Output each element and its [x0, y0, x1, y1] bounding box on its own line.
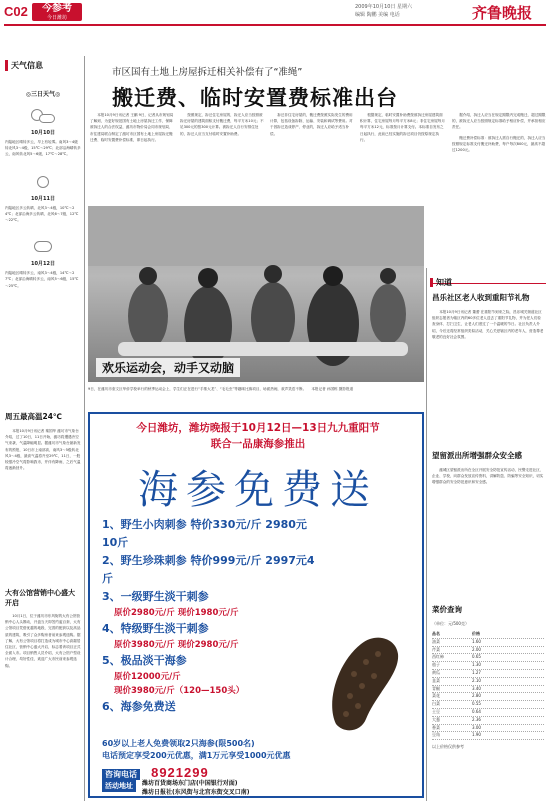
page-number: C02: [4, 4, 28, 19]
week-weather-section: [5, 412, 81, 577]
price-item-value: 1.60: [472, 638, 481, 644]
right-top-columns: [452, 112, 546, 262]
photo-desc-text: 9日，在潍坊市奎文区华侨学校举行的秋季运动会上，学生们正在进行“手推大龙”、“毛毛虫”等趣味比赛项目，场面热闹，欢声笑语不断。: [88, 387, 307, 391]
week-weather-text: 本报10月9日讯记者 秦国华 潍坊市气象台介绍，过了10日，11日开始，潍坊将遭遇冷空气来袭，气温降幅明显。据潍坊市气象台最新发布的预报，10日市上南部高，南风3～5级转北风3～4级，最高气温将升至29℃，11日，一股较强冷空气将影响我市，并伴有降雨，之后气温将逐渐回升。: [5, 429, 81, 471]
left-article: [5, 588, 81, 800]
ad-phone-number: 8921299: [151, 765, 209, 780]
ad-addr-label: 活动地址: [102, 780, 136, 792]
price-row: [432, 701, 544, 709]
price-section: [432, 604, 544, 800]
price-header-row: [432, 631, 544, 639]
price-item-value: 2.10: [472, 677, 481, 683]
price-item-name: 白菜: [432, 701, 440, 707]
photo-credit: 本报记者 孙国栋 摄影报道: [311, 387, 354, 391]
ad-addr-2: 潍坊日报社(东风街与北宫东街交叉口南): [142, 789, 250, 796]
ad-phone-label: 咨询电话: [102, 769, 140, 780]
photo-caption-title: 欢乐运动会，动手又动脑: [96, 358, 240, 377]
right-column-divider: [426, 268, 427, 801]
price-item-name: 茄子: [432, 662, 440, 668]
price-row: [432, 717, 544, 725]
weather-date: 10月10日: [31, 130, 55, 136]
price-row: [432, 686, 544, 694]
ad-address: [102, 778, 418, 796]
price-item-name: 香菜: [432, 724, 440, 730]
sun-icon: [29, 172, 57, 192]
article-column-2: 按照规定，拆迁住宅房屋的，拆迁人应当按照被拆迁房屋的建筑面积支付搬迁费，每平方米10元；不足300元的按300元计算。被拆迁人自行安排住处的，拆迁人应当支付临时安置补助费。: [180, 113, 264, 136]
page-header: [0, 0, 550, 24]
price-item-name: 西红柿: [432, 654, 444, 660]
price-item-value: 2.80: [472, 693, 481, 699]
ad-line-1: 今日潍坊，潍坊晚报于10月12日—13日九九重阳节: [136, 422, 380, 434]
ad-item: 原价3980元/斤 现价2980元/斤: [114, 640, 239, 650]
price-item-name: 油菜: [432, 638, 440, 644]
editor-line: 编辑 陶鹏 美编 电话: [355, 12, 400, 18]
cloud-icon: [29, 237, 57, 257]
article-column-4: 根据规定，临时安置补助费按被拆迁房屋建筑面积计算，住宅房屋每月每平方米8元；非住宅房屋每月每平方米12元，标准按月计算支付。本标准自发布之日起执行，此前已经实施的拆迁项目仍按原规定执行。: [360, 113, 445, 142]
ad-item: 5、极品淡干海参: [102, 654, 187, 667]
price-item-name: 品名: [432, 631, 440, 636]
right-article-2: [432, 450, 544, 570]
issue-date: 2009年10月10日 星期六: [355, 4, 413, 10]
price-item-name: 青椒: [432, 685, 440, 691]
ad-item: 3、一级野生淡干刺参: [102, 590, 209, 603]
photo-scene: [88, 206, 424, 382]
right-top-col-2: 搬迁费补偿标准：被拆迁人需自行搬迁的，拆迁人应当按照规定标准支付搬迁补助费，每户每次800元，最高不超过1200元。: [452, 135, 546, 153]
weather-day-1: [5, 106, 81, 158]
ad-big-title: 海参免费送: [138, 467, 378, 513]
section-tag: [32, 3, 82, 21]
price-row: [432, 709, 544, 717]
price-item-value: 0.64: [472, 708, 481, 714]
right-box-title: [430, 270, 546, 287]
weather-text: 内陆地区多云转晴，北风3～4级，10℃～24℃；北部沿海多云转晴，北风6～7级，12℃～22℃。: [5, 205, 79, 223]
weather-subtitle: ◎三日天气◎: [25, 91, 61, 98]
event-photo: [88, 206, 424, 382]
section-subname: 今日潍坊: [46, 15, 67, 21]
main-kicker: 市区国有土地上房屋拆迁相关补偿有了“准绳”: [112, 67, 303, 78]
price-row: [432, 693, 544, 701]
price-row: [432, 654, 544, 662]
price-item-value: 2.36: [472, 716, 481, 722]
ad-item: 6、海参免费送: [102, 700, 176, 713]
price-title: 菜价查询: [432, 605, 462, 614]
price-item-name: 菜花: [432, 693, 440, 699]
weather-date: 10月11日: [31, 195, 55, 202]
price-item-value: 价格: [472, 631, 480, 636]
ad-item-list: [102, 516, 322, 716]
paper-logo: 齐鲁晚报: [472, 4, 533, 22]
price-item-name: 土豆: [432, 708, 440, 714]
price-row: [432, 725, 544, 733]
right-article-1: [432, 292, 544, 442]
weather-day-2: [5, 172, 81, 224]
price-note: 以上价格仅供参考: [432, 744, 464, 750]
price-item-value: 3.40: [472, 685, 481, 691]
price-row: [432, 662, 544, 670]
ad-item: 4、特级野生淡干刺参: [102, 622, 209, 635]
left-column-divider: [84, 56, 85, 801]
right-article-1-text: 本报10月9日讯记者 董蕾 在重阳节到来之际，昌乐城关街道社区组织志愿者为辖区内的60多位老人送去了重阳节礼物，并为老人们检查身体、打扫卫生，让老人们度过了一个温暖的节日。社区负责人介绍，今后还将经常组织类似活动，关心关爱辖区内的老年人，营造尊老敬老的良好社会氛围。: [432, 310, 544, 339]
price-item-name: 豆角: [432, 732, 440, 738]
price-unit: （单位：元/500克）: [432, 621, 469, 626]
photo-description: [88, 386, 424, 392]
price-item-value: 3.00: [472, 724, 481, 730]
ad-promo-2: 电话预定享受200元优惠，满1万元享受1000元优惠: [102, 751, 291, 760]
price-table: [432, 631, 544, 740]
right-article-2-text: 潍城区望留派出所在全区开展安全防范宣传活动，民警走进社区、企业、学校，向群众发放宣传资料，讲解防盗、防骗等安全知识，切实增强群众的安全防范意识和安全感。: [432, 468, 544, 485]
right-box-title-text: 知道: [430, 278, 452, 287]
right-article-2-title: 望留派出所增强群众安全感: [432, 451, 522, 460]
price-item-name: 芹菜: [432, 646, 440, 652]
ad-item: 原价12000元/斤: [114, 672, 181, 682]
price-item-value: 1.27: [472, 669, 481, 675]
ad-addr-1: 潍坊百货商场东门店(中国银行对面): [142, 780, 238, 787]
price-row: [432, 639, 544, 647]
seafood-ad: [88, 412, 424, 798]
price-row: [432, 670, 544, 678]
price-item-value: 0.55: [472, 701, 481, 707]
right-article-1-title: 昌乐社区老人收到重阳节礼物: [432, 293, 530, 302]
article-column-3: 拆迁非住宅房屋的，搬迁费按照实际发生的费用计算，包括设备拆除、运输、安装和调试等费用。对于因拆迁造成停产、停业的，拆迁人应给予适当补偿。: [270, 113, 353, 136]
price-item-value: 1.90: [472, 732, 481, 738]
price-item-value: 0.65: [472, 654, 481, 660]
ad-promo-1: 60岁以上老人免费领取2只海参(限500名): [102, 739, 255, 748]
weather-date: 10月12日: [31, 261, 55, 268]
price-item-name: 大葱: [432, 716, 440, 722]
ad-item: 1、野生小肉刺参 特价330元/斤 2980元10斤: [102, 518, 307, 549]
price-item-value: 2.00: [472, 646, 481, 652]
article-column-1: 本报10月9日讯记者 王鹏 9日，记者从市规划局了解到，为更好规范国有土地上房屋拆迁工作，保障被拆迁人的合法权益，潍坊市物价局会同市规划局、市住建局联合制定了潍坊市区国有土地上房屋拆迁搬迁费、临时安置费补偿标准，即日起执行。: [90, 113, 174, 142]
main-columns: [88, 112, 448, 196]
ad-item: 原价2980元/斤 现价1980元/斤: [114, 608, 239, 618]
weather-box-title: 天气信息: [5, 60, 81, 71]
weather-day-3: [5, 237, 81, 289]
sun-cloud-icon: [29, 106, 57, 126]
section-name: 今参考: [42, 3, 72, 14]
weather-text: 内陆地区晴转多云，早上有轻雾。南风3～4级转北风3～4级，15℃～29℃；北部沿海晴转多云，南风转北风5～6级，17℃～28℃。: [5, 140, 81, 157]
main-headline: 搬迁费、临时安置费标准出台: [112, 86, 398, 110]
price-item-name: 韭菜: [432, 677, 440, 683]
left-article-text: 10月1日，位于潍坊市东风街的大有公馆营销中心人头攒动，开盘当天即签约逾百套，大有公馆项目凭借优越的地段、完善的配套以及高品质的建筑，吸引了众多购房者前来参观选购。据了解，大有公馆项目将打造成为城市中心高端居住社区，营销中心盛大开启，标志着该项目正式全面入市。项目销售人员介绍，大有公馆户型设计合理，均好性佳，欢迎广大市民前来参观选购。: [5, 614, 81, 668]
price-row: [432, 678, 544, 686]
sea-cucumber-image: [316, 624, 416, 734]
price-row: [432, 732, 544, 740]
right-top-col-1: 据介绍，拆迁人应当在规定期限内完成搬迁，超过期限的，被拆迁人应当按照规定标准给予相应补偿，并承担相应责任。: [452, 113, 546, 130]
header-rule: [4, 24, 546, 26]
weather-box: [5, 60, 81, 400]
price-item-name: 黄瓜: [432, 669, 440, 675]
ad-item: 2、野生珍珠刺参 特价999元/斤 2997元4斤: [102, 554, 315, 585]
weather-text: 内陆地区晴转多云，南风3～4级，14℃～27℃；北部沿海晴转多云，南风5～6级，15℃～25℃。: [5, 271, 79, 288]
price-item-value: 1.30: [472, 662, 481, 668]
price-row: [432, 647, 544, 655]
week-weather-title: 周五最高温24℃: [5, 412, 63, 421]
ad-line-2: 联合一品康海参推出: [210, 438, 306, 450]
ad-phone-line: [102, 762, 418, 780]
left-article-title: 大有公馆营销中心盛大开启: [5, 589, 75, 607]
ad-item: 现价3980元/斤（120—150头）: [114, 686, 245, 696]
